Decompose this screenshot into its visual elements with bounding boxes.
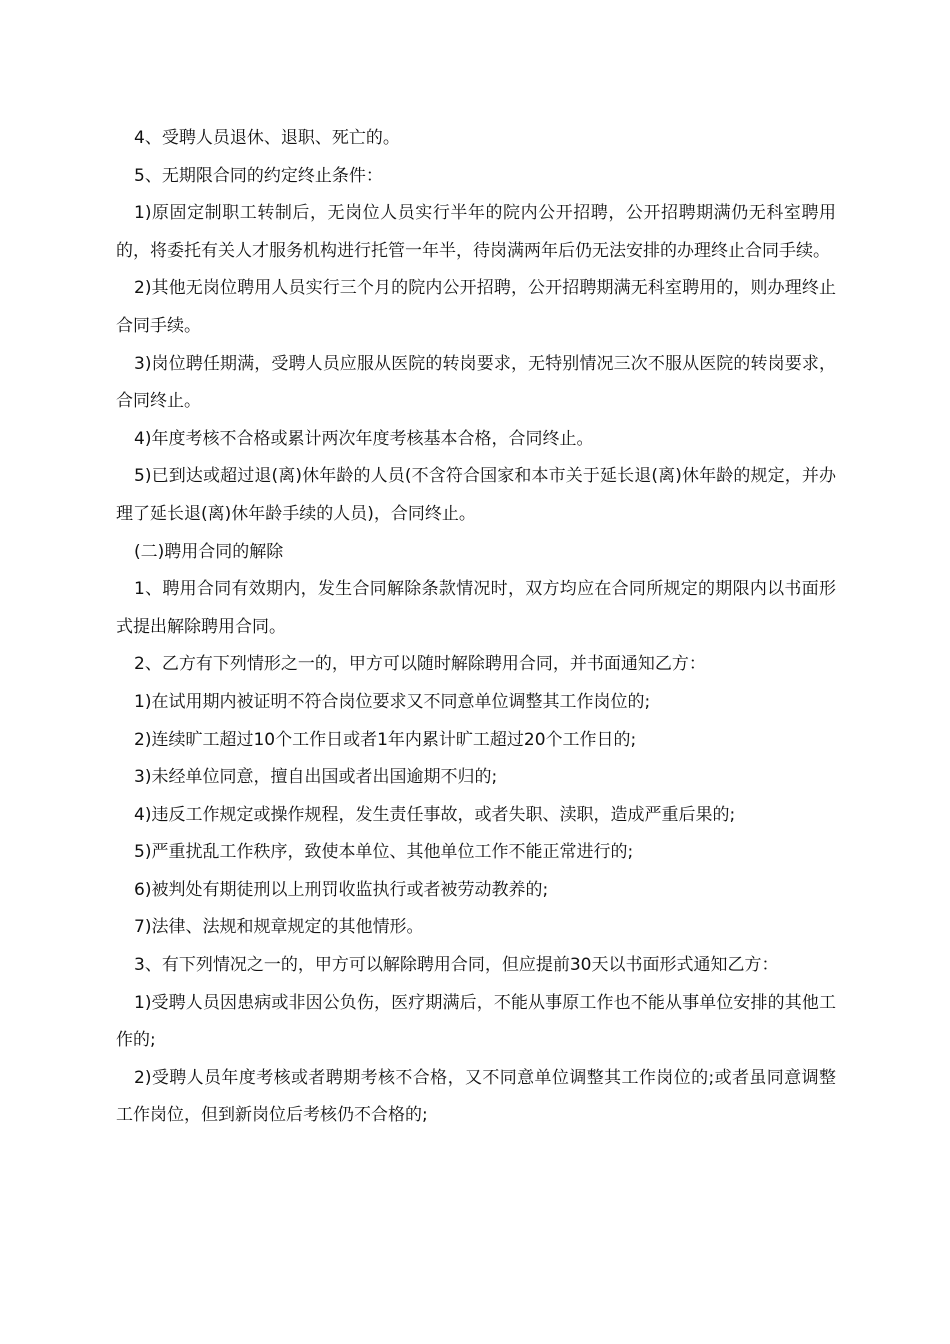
paragraph-dissolution-2-item-4: 4)违反工作规定或操作规程，发生责任事故，或者失职、渎职，造成严重后果的;	[134, 804, 736, 825]
document-body	[116, 120, 836, 1135]
paragraph-dissolution-2-item-7: 7)法律、法规和规章规定的其他情形。	[134, 917, 424, 938]
paragraph-dissolution-3: 3、有下列情况之一的，甲方可以解除聘用合同，但应提前30天以书面形式通知乙方：	[134, 955, 779, 976]
paragraph-dissolution-2-item-1: 1)在试用期内被证明不符合岗位要求又不同意单位调整其工作岗位的;	[134, 691, 651, 712]
paragraph-item-5-termination-conditions: 5、无期限合同的约定终止条件：	[134, 165, 383, 186]
paragraph-condition-5: 5)已到达或超过退(离)休年龄的人员(不含符合国家和本市关于延长退(离)休年龄的规定，并办理了延长退(离)休年龄手续的人员)，合同终止。	[116, 466, 836, 524]
paragraph-dissolution-1: 1、聘用合同有效期内，发生合同解除条款情况时，双方均应在合同所规定的期限内以书面形式提出解除聘用合同。	[116, 579, 836, 637]
paragraph-dissolution-2: 2、乙方有下列情形之一的，甲方可以随时解除聘用合同，并书面通知乙方：	[134, 654, 706, 675]
paragraph-dissolution-2-item-5: 5)严重扰乱工作秩序，致使本单位、其他单位工作不能正常进行的;	[134, 842, 634, 863]
paragraph-dissolution-3-item-1: 1)受聘人员因患病或非因公负伤，医疗期满后，不能从事原工作也不能从事单位安排的其他工作的;	[116, 992, 836, 1051]
paragraph-dissolution-2-item-2: 2)连续旷工超过10个工作日或者1年内累计旷工超过20个工作日的;	[134, 729, 637, 750]
paragraph-condition-1: 1)原固定制职工转制后，无岗位人员实行半年的院内公开招聘，公开招聘期满仍无科室聘用的，将委托有关人才服务机构进行托管一年半，待岗满两年后仍无法安排的办理终止合同手续。	[116, 203, 836, 261]
paragraph-dissolution-2-item-3: 3)未经单位同意，擅自出国或者出国逾期不归的;	[134, 767, 498, 788]
section-heading-contract-dissolution: (二)聘用合同的解除	[134, 541, 284, 562]
paragraph-dissolution-2-item-6: 6)被判处有期徒刑以上刑罚收监执行或者被劳动教养的;	[134, 879, 549, 900]
paragraph-condition-4: 4)年度考核不合格或累计两次年度考核基本合格，合同终止。	[134, 428, 594, 449]
paragraph-dissolution-3-item-2: 2)受聘人员年度考核或者聘期考核不合格，又不同意单位调整其工作岗位的;或者虽同意调整工作岗位，但到新岗位后考核仍不合格的;	[116, 1067, 836, 1126]
paragraph-condition-2: 2)其他无岗位聘用人员实行三个月的院内公开招聘，公开招聘期满无科室聘用的，则办理终止合同手续。	[116, 278, 836, 336]
paragraph-item-4-retirement: 4、受聘人员退休、退职、死亡的。	[134, 128, 400, 148]
paragraph-condition-3: 3)岗位聘任期满，受聘人员应服从医院的转岗要求，无特别情况三次不服从医院的转岗要求，合同终止。	[116, 353, 836, 412]
